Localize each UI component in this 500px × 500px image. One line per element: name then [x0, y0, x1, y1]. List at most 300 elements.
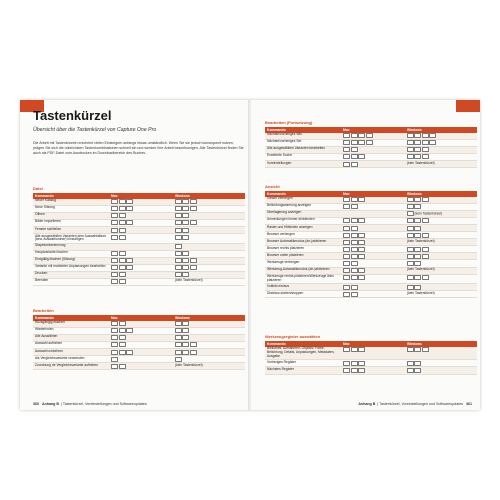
key-cap-icon: [414, 361, 421, 366]
mac-shortcut-cell: [109, 227, 173, 234]
table-row: [265, 246, 477, 253]
key-cap-icon: [358, 347, 365, 352]
column-header: Windows: [405, 191, 477, 197]
mac-shortcut-cell: [341, 232, 405, 239]
chapter-section: Tastenkürzel, Voreinstellungen und Softwareupdates: [62, 402, 147, 406]
key-cap-icon: [119, 364, 126, 369]
key-cap-icon: [343, 368, 350, 373]
shortcut-table: [265, 191, 477, 299]
table-row: [265, 360, 477, 367]
windows-shortcut-cell: [405, 203, 477, 210]
command-cell: Belichtungswarnung anzeigen: [265, 203, 341, 210]
column-header: Mac: [341, 127, 405, 133]
key-cap-icon: [351, 240, 358, 245]
shortcut-table: [33, 193, 245, 287]
no-shortcut-note: (kein Tastenkürzel): [174, 278, 203, 283]
key-cap-icon: [111, 213, 118, 218]
table-row: [33, 335, 245, 342]
key-cap-icon: [351, 254, 358, 259]
command-cell: Werkzeuge verbergen: [265, 260, 341, 267]
windows-shortcut-cell: [405, 147, 477, 154]
no-shortcut-note: (kein Tastenkürzel): [406, 160, 435, 165]
key-cap-icon: [351, 226, 358, 231]
column-header: Windows: [405, 127, 477, 133]
key-cap-icon: [422, 133, 429, 138]
windows-shortcut-cell: [173, 243, 245, 250]
key-cap-icon: [422, 147, 429, 152]
key-cap-icon: [358, 218, 365, 223]
key-cap-icon: [343, 275, 350, 280]
section-title: Datei: [33, 186, 43, 191]
key-cap-icon: [111, 228, 118, 233]
key-cap-icon: [343, 197, 350, 202]
command-cell: Endgültig löschen (Sitzung): [33, 257, 109, 264]
key-cap-icon: [422, 154, 429, 159]
windows-shortcut-cell: [173, 363, 245, 370]
windows-shortcut-cell: [405, 246, 477, 253]
page-footer-right: Anhang B | Tastenkürzel, Voreinstellungen und Softwareupdates 361: [358, 402, 472, 406]
key-cap-icon: [343, 218, 350, 223]
mac-shortcut-cell: [341, 274, 405, 284]
table-row: [33, 234, 245, 244]
windows-shortcut-cell: [405, 274, 477, 284]
book-spread: [20, 100, 480, 410]
key-cap-icon: [407, 197, 414, 202]
key-cap-icon: [351, 162, 358, 167]
key-cap-icon: [343, 261, 350, 266]
mac-shortcut-cell: [109, 363, 173, 370]
table-row: [33, 264, 245, 271]
key-cap-icon: [351, 218, 358, 223]
key-cap-icon: [119, 328, 126, 333]
column-header: Kommando: [33, 193, 109, 199]
key-cap-icon: [422, 247, 429, 252]
mac-shortcut-cell: [341, 246, 405, 253]
key-cap-icon: [119, 272, 126, 277]
key-cap-icon: [414, 197, 421, 202]
mac-shortcut-cell: [109, 213, 173, 220]
windows-shortcut-cell: [405, 253, 477, 260]
windows-shortcut-cell: [173, 257, 245, 264]
key-cap-icon: [407, 361, 414, 366]
mac-shortcut-cell: [341, 239, 405, 246]
key-cap-icon: [422, 347, 429, 352]
key-cap-icon: [111, 342, 118, 347]
key-cap-icon: [182, 220, 189, 225]
key-cap-icon: [119, 335, 126, 340]
windows-shortcut-cell: [405, 360, 477, 367]
page-number: 360: [33, 402, 39, 406]
command-cell: Werkzeug-Automatikmodus (de-)aktivieren: [265, 267, 341, 274]
table-row: [265, 253, 477, 260]
mac-shortcut-cell: [341, 203, 405, 210]
column-header: Windows: [173, 315, 245, 321]
key-cap-icon: [126, 220, 133, 225]
section-title: Werkzeugregister auswählen: [265, 334, 321, 339]
key-cap-icon: [351, 204, 358, 209]
key-cap-icon: [351, 197, 358, 202]
key-cap-icon: [414, 140, 421, 145]
key-cap-icon: [414, 226, 421, 231]
key-cap-icon: [343, 254, 350, 259]
key-cap-icon: [366, 140, 373, 145]
key-cap-icon: [422, 254, 429, 259]
page-number: 361: [466, 402, 472, 406]
table-row: [33, 342, 245, 349]
mac-shortcut-cell: [341, 347, 405, 360]
mac-shortcut-cell: [341, 284, 405, 291]
key-cap-icon: [111, 258, 118, 263]
table-row: [265, 225, 477, 232]
table-row: [33, 213, 245, 220]
command-cell: Fenster schließen: [33, 227, 109, 234]
command-cell: Öffnen: [33, 213, 109, 220]
mac-shortcut-cell: [109, 243, 173, 250]
table-row: [265, 232, 477, 239]
key-cap-icon: [414, 261, 421, 266]
chapter-marker: [456, 100, 480, 112]
table-row: [33, 220, 245, 227]
windows-shortcut-cell: [173, 349, 245, 356]
mac-shortcut-cell: [109, 250, 173, 257]
key-cap-icon: [351, 247, 358, 252]
key-cap-icon: [351, 361, 358, 366]
key-cap-icon: [358, 268, 365, 273]
mac-shortcut-cell: [109, 335, 173, 342]
shortcut-table: [265, 341, 477, 375]
key-cap-icon: [111, 265, 118, 270]
key-cap-icon: [175, 335, 182, 340]
column-header: Mac: [109, 315, 173, 321]
command-cell: Vorheriges Register: [265, 360, 341, 367]
key-cap-icon: [351, 233, 358, 238]
mac-shortcut-cell: [341, 147, 405, 154]
key-cap-icon: [182, 251, 189, 256]
key-cap-icon: [343, 285, 350, 290]
mac-shortcut-cell: [109, 327, 173, 334]
key-cap-icon: [190, 342, 197, 347]
key-cap-icon: [343, 361, 350, 366]
key-cap-icon: [111, 350, 118, 355]
command-cell: Browser unten platzieren: [265, 253, 341, 260]
key-cap-icon: [119, 199, 126, 204]
command-cell: Alle ausgewählten Varianten bearbeiten: [265, 147, 341, 154]
table-row: [33, 227, 245, 234]
key-cap-icon: [407, 226, 414, 231]
key-cap-icon: [119, 279, 126, 284]
key-cap-icon: [351, 368, 358, 373]
command-cell: Überlagerung anzeigen: [265, 211, 341, 218]
mac-shortcut-cell: [341, 360, 405, 367]
windows-shortcut-cell: [173, 327, 245, 334]
column-header: Kommando: [265, 341, 341, 347]
key-cap-icon: [119, 206, 126, 211]
key-cap-icon: [182, 350, 189, 355]
key-cap-icon: [407, 233, 414, 238]
command-cell: Bilder importieren: [33, 220, 109, 227]
mac-shortcut-cell: [341, 218, 405, 225]
key-cap-icon: [358, 154, 365, 159]
key-cap-icon: [190, 206, 197, 211]
key-cap-icon: [407, 285, 414, 290]
key-cap-icon: [414, 247, 421, 252]
mac-shortcut-cell: [341, 291, 405, 298]
key-cap-icon: [429, 133, 436, 138]
section-ansicht: [265, 184, 477, 298]
command-cell: Neue Sitzung: [33, 205, 109, 212]
key-cap-icon: [126, 206, 133, 211]
key-cap-icon: [343, 226, 350, 231]
key-cap-icon: [111, 335, 118, 340]
key-cap-icon: [182, 342, 189, 347]
key-cap-icon: [190, 350, 197, 355]
section-title: Bearbeiten (Fortsetzung): [265, 120, 313, 125]
windows-shortcut-cell: [173, 264, 245, 271]
key-cap-icon: [358, 275, 365, 280]
table-row: [265, 161, 477, 168]
key-cap-icon: [358, 233, 365, 238]
key-cap-icon: [190, 258, 197, 263]
mac-shortcut-cell: [109, 356, 173, 363]
chapter-label: Anhang B: [42, 402, 59, 406]
key-cap-icon: [175, 213, 182, 218]
mac-shortcut-cell: [109, 220, 173, 227]
key-cap-icon: [126, 350, 133, 355]
key-cap-icon: [414, 204, 421, 209]
table-row: [265, 347, 477, 360]
key-cap-icon: [422, 197, 429, 202]
key-cap-icon: [343, 140, 350, 145]
command-cell: Diashow starten/stoppen: [265, 291, 341, 298]
key-cap-icon: [343, 347, 350, 352]
windows-shortcut-cell: [173, 335, 245, 342]
windows-shortcut-cell: [173, 250, 245, 257]
table-row: [265, 291, 477, 298]
key-cap-icon: [119, 265, 126, 270]
command-cell: Auswahl aufheben: [33, 342, 109, 349]
mac-shortcut-cell: [341, 260, 405, 267]
key-cap-icon: [111, 272, 118, 277]
windows-shortcut-cell: [405, 218, 477, 225]
key-cap-icon: [182, 235, 189, 240]
key-cap-icon: [407, 261, 414, 266]
table-row: [33, 349, 245, 356]
key-cap-icon: [119, 342, 126, 347]
section-title: Bearbeiten: [33, 308, 54, 313]
key-cap-icon: [182, 206, 189, 211]
key-cap-icon: [414, 133, 421, 138]
table-row: [33, 327, 245, 334]
no-shortcut-note: (kein Tastenkürzel): [174, 362, 203, 367]
table-row: [265, 284, 477, 291]
key-cap-icon: [182, 228, 189, 233]
command-cell: Zuordnung de Vergleichsvariante aufheben: [33, 363, 109, 370]
key-cap-icon: [190, 220, 197, 225]
key-cap-icon: [119, 213, 126, 218]
key-cap-icon: [407, 140, 414, 145]
windows-shortcut-cell: [173, 342, 245, 349]
key-cap-icon: [182, 321, 189, 326]
key-cap-icon: [351, 268, 358, 273]
windows-shortcut-cell: [405, 239, 477, 246]
key-cap-icon: [126, 199, 133, 204]
shortcut-table: [265, 127, 477, 169]
key-cap-icon: [175, 265, 182, 270]
key-cap-icon: [175, 350, 182, 355]
key-cap-icon: [182, 213, 189, 218]
key-cap-icon: [126, 328, 133, 333]
key-cap-icon: [175, 251, 182, 256]
command-cell: Auswahl umkehren: [33, 349, 109, 356]
key-cap-icon: [343, 268, 350, 273]
key-cap-icon: [175, 199, 182, 204]
mac-shortcut-cell: [109, 205, 173, 212]
mac-shortcut-cell: [341, 211, 405, 218]
shortcut-table: [33, 315, 245, 371]
mac-shortcut-cell: [341, 253, 405, 260]
key-cap-icon: [351, 140, 358, 145]
key-cap-icon: [182, 328, 189, 333]
command-cell: Neuer Katalog: [33, 199, 109, 206]
section-datei: [33, 186, 245, 286]
table-row: [33, 356, 245, 363]
command-cell: Alle Auswählen: [33, 335, 109, 342]
key-cap-icon: [175, 342, 182, 347]
key-cap-icon: [351, 347, 358, 352]
windows-shortcut-cell: [405, 291, 477, 298]
key-cap-icon: [358, 133, 365, 138]
command-cell: Raster und Hilfslinien anzeigen: [265, 225, 341, 232]
key-cap-icon: [407, 247, 414, 252]
mac-shortcut-cell: [109, 234, 173, 244]
key-cap-icon: [422, 275, 429, 280]
column-header: Kommando: [265, 127, 341, 133]
command-cell: Vollbild ein/aus: [265, 284, 341, 291]
key-cap-icon: [119, 258, 126, 263]
section-werkzeugregister: [265, 334, 477, 375]
no-shortcut-note: (kein Tastenkürzel): [414, 211, 443, 216]
command-cell: Nächste/vorheriges Wkl: [265, 133, 341, 140]
key-cap-icon: [358, 140, 365, 145]
no-shortcut-note: (kein Tastenkürzel): [406, 290, 435, 295]
command-cell: Als Vergleichsvariante verwenden: [33, 356, 109, 363]
mac-shortcut-cell: [109, 342, 173, 349]
command-cell: Alle ausgewählten Varianten dem Auswahlalbum (bzw. Auswahlordner) hinzufügen: [33, 234, 109, 244]
key-cap-icon: [351, 133, 358, 138]
column-header: Windows: [405, 341, 477, 347]
chapter-section: Tastenkürzel, Voreinstellungen und Softwareupdates: [379, 402, 463, 406]
table-row: [265, 274, 477, 284]
key-cap-icon: [175, 220, 182, 225]
key-cap-icon: [414, 218, 421, 223]
key-cap-icon: [343, 204, 350, 209]
table-row: [265, 218, 477, 225]
key-cap-icon: [119, 220, 126, 225]
key-cap-icon: [407, 204, 414, 209]
windows-shortcut-cell: [405, 367, 477, 374]
command-cell: Variante mit markierter Anpassungen bearbeiten: [33, 264, 109, 271]
key-cap-icon: [407, 275, 414, 280]
windows-shortcut-cell: [173, 234, 245, 244]
key-cap-icon: [343, 247, 350, 252]
intro-paragraph: Die Arbeit mit Tastenkürzeln erscheint vielen Einsteigern anfangs etwas umständlich. Wenn Sie sie jedoch konsequent nutzen, prägen Sie sich die nützlichsten Tastenkombinationen schnell ein und werden Ihre Arbeit beschleunigen. Alle Tastenkürzel finden Sie auch als PDF-Datei zum Ausdrucken im Downloadbereich des Buches.: [33, 141, 244, 156]
key-cap-icon: [119, 228, 126, 233]
key-cap-icon: [182, 272, 189, 277]
command-cell: Nächstes Register: [265, 367, 341, 374]
mac-shortcut-cell: [109, 257, 173, 264]
key-cap-icon: [182, 265, 189, 270]
windows-shortcut-cell: [405, 267, 477, 274]
mac-shortcut-cell: [341, 367, 405, 374]
key-cap-icon: [126, 258, 133, 263]
key-cap-icon: [175, 258, 182, 263]
key-cap-icon: [358, 254, 365, 259]
mac-shortcut-cell: [109, 349, 173, 356]
command-cell: Rückgängig machen: [33, 321, 109, 328]
key-cap-icon: [407, 347, 414, 352]
key-cap-icon: [407, 133, 414, 138]
page-title: Tastenkürzel: [33, 108, 112, 123]
key-cap-icon: [126, 265, 133, 270]
command-cell: Voreinstellungen: [265, 161, 341, 168]
key-cap-icon: [111, 364, 118, 369]
windows-shortcut-cell: [173, 213, 245, 220]
no-shortcut-note: (kein Tastenkürzel): [406, 266, 435, 271]
key-cap-icon: [111, 279, 118, 284]
key-cap-icon: [414, 147, 421, 152]
key-cap-icon: [343, 133, 350, 138]
table-row: [265, 154, 477, 161]
key-cap-icon: [358, 197, 365, 202]
key-cap-icon: [414, 285, 421, 290]
key-cap-icon: [414, 347, 421, 352]
column-header: Kommando: [265, 191, 341, 197]
no-shortcut-note: (kein Tastenkürzel): [406, 238, 435, 243]
command-cell: Browser verbergen: [265, 232, 341, 239]
key-cap-icon: [175, 357, 182, 362]
section-bearbeiten-fortsetzung: [265, 120, 477, 168]
key-cap-icon: [119, 321, 126, 326]
command-cell: Browser rechts platzieren: [265, 246, 341, 253]
command-cell: Viewer verbergen: [265, 197, 341, 204]
column-header: Windows: [173, 193, 245, 199]
key-cap-icon: [182, 258, 189, 263]
chapter-label: Anhang B: [358, 402, 376, 406]
table-row: [33, 205, 245, 212]
page-subtitle: Übersicht über die Tastenkürzel von Capture One Pro: [33, 127, 157, 133]
key-cap-icon: [351, 285, 358, 290]
key-cap-icon: [407, 147, 414, 152]
key-cap-icon: [414, 233, 421, 238]
windows-shortcut-cell: [173, 220, 245, 227]
key-cap-icon: [407, 154, 414, 159]
windows-shortcut-cell: [405, 139, 477, 146]
key-cap-icon: [422, 140, 429, 145]
key-cap-icon: [343, 292, 350, 297]
command-cell: Nächste/vorheriges Set: [265, 139, 341, 146]
right-page: [251, 100, 480, 410]
mac-shortcut-cell: [341, 161, 405, 168]
mac-shortcut-cell: [109, 272, 173, 279]
key-cap-icon: [111, 199, 118, 204]
key-cap-icon: [358, 247, 365, 252]
mac-shortcut-cell: [109, 279, 173, 286]
key-cap-icon: [343, 154, 350, 159]
key-cap-icon: [111, 220, 118, 225]
key-cap-icon: [111, 235, 118, 240]
mac-shortcut-cell: [341, 225, 405, 232]
column-header: Kommando: [33, 315, 109, 321]
